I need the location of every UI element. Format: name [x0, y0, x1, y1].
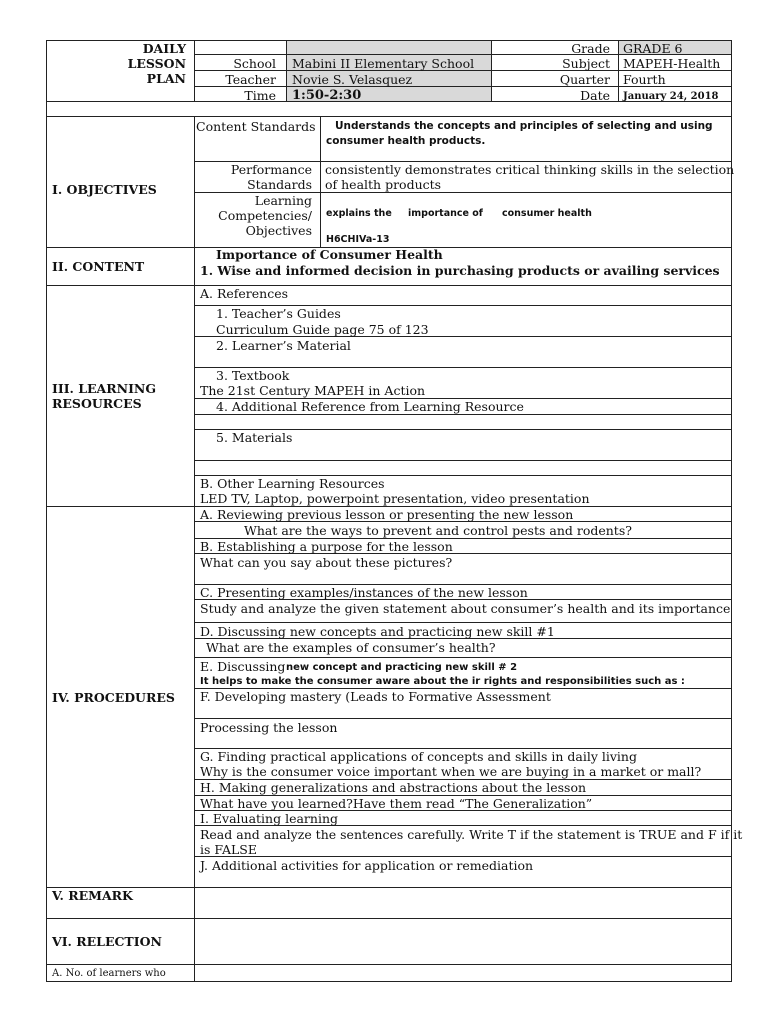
procedure-d-value: What are the examples of consumer’s health? — [206, 640, 496, 655]
rule — [46, 918, 731, 919]
school-value: Mabini II Elementary School — [292, 56, 475, 71]
procedure-c-value: Study and analyze the given statement about consumer’s health and its importance — [200, 601, 731, 616]
learning-label: Objectives — [245, 223, 312, 238]
time-label: Time — [244, 88, 276, 103]
other-resources-value: LED TV, Laptop, powerpoint presentation, video presentation — [200, 491, 590, 506]
date-value: January 24, 2018 — [623, 91, 719, 102]
procedure-i-label: I. Evaluating learning — [200, 811, 338, 826]
rule — [194, 622, 731, 623]
textbook-label: 3. Textbook — [216, 368, 290, 383]
additional-reference: 4. Additional Reference from Learning Resource — [216, 399, 524, 414]
learners-material: 2. Learner’s Material — [216, 338, 351, 353]
rule — [194, 856, 731, 857]
performance-text: consistently demonstrates critical thinking skills in the selection — [325, 162, 735, 177]
plan-title-line: LESSON — [127, 56, 186, 71]
performance-text: of health products — [325, 177, 442, 192]
rule — [46, 116, 731, 117]
procedures-heading: IV. PROCEDURES — [52, 690, 175, 705]
resources-heading: III. LEARNING — [52, 381, 157, 396]
rule — [491, 40, 492, 101]
procedure-d-label: D. Discussing new concepts and practicing new skill #1 — [200, 624, 555, 639]
procedure-b-label: B. Establishing a purpose for the lesson — [200, 539, 453, 554]
rule — [194, 116, 195, 982]
procedure-c-label: C. Presenting examples/instances of the new lesson — [200, 585, 528, 600]
performance-label: Standards — [247, 177, 312, 192]
curriculum-guide: Curriculum Guide page 75 of 123 — [216, 322, 429, 337]
resources-heading: RESOURCES — [52, 396, 142, 411]
remark-heading: V. REMARK — [52, 888, 133, 903]
rule — [286, 40, 287, 101]
grade-label: Grade — [571, 41, 610, 56]
teacher-value: Novie S. Velasquez — [292, 72, 413, 87]
procedure-g-label: G. Finding practical applications of concepts and skills in daily living — [200, 749, 637, 764]
textbook-title: The 21st Century MAPEH in Action — [200, 383, 426, 398]
reflection-heading: VI. RELECTION — [52, 934, 162, 949]
content-standards-text: Understands the concepts and principles of selecting and using — [335, 120, 713, 132]
procedure-j-label: J. Additional activities for application or remediation — [200, 858, 534, 873]
rule — [46, 40, 47, 982]
school-label: School — [233, 56, 276, 71]
references-label: A. References — [200, 286, 289, 301]
procedure-h-label: H. Making generalizations and abstractions about the lesson — [200, 780, 587, 795]
teachers-guides: 1. Teacher’s Guides — [216, 306, 341, 321]
learning-text: consumer health — [502, 208, 592, 219]
learning-label: Competencies/ — [218, 208, 312, 223]
plan-title-line: DAILY — [142, 41, 186, 56]
time-value: 1:50-2:30 — [292, 88, 362, 103]
learning-text: explains the — [326, 208, 392, 219]
plan-title-line: PLAN — [146, 71, 186, 86]
procedure-i-value: Read and analyze the sentences carefully. Write T if the statement is TRUE and F if it — [200, 827, 743, 842]
rule — [194, 718, 731, 719]
performance-label: Performance — [230, 162, 312, 177]
rule — [46, 887, 731, 888]
learning-text: importance of — [408, 208, 483, 219]
procedure-i-value: is FALSE — [200, 842, 257, 857]
rule — [618, 40, 619, 101]
procedure-e-label: E. Discussing — [200, 659, 286, 674]
content-objective: 1. Wise and informed decision in purchasing products or availing services — [200, 263, 720, 278]
subject-label: Subject — [562, 56, 610, 71]
learning-code: H6CHIVa-13 — [326, 234, 390, 245]
content-title: Importance of Consumer Health — [216, 247, 443, 262]
rule — [320, 116, 321, 247]
learners-row-label: A. No. of learners who — [52, 968, 166, 979]
content-standards-text: consumer health products. — [326, 135, 486, 147]
subject-value: MAPEH-Health — [623, 56, 721, 71]
rule — [46, 964, 731, 965]
rule — [46, 981, 731, 982]
materials-label: 5. Materials — [216, 430, 293, 445]
grade-value: GRADE 6 — [623, 41, 683, 56]
procedure-g-value: Why is the consumer voice important when we are buying in a market or mall? — [200, 764, 702, 779]
teacher-label: Teacher — [225, 72, 276, 87]
procedure-f-label: F. Developing mastery (Leads to Formative Assessment — [200, 689, 551, 704]
procedure-e-label: new concept and practicing new skill # 2 — [286, 662, 518, 673]
quarter-label: Quarter — [559, 72, 610, 87]
rule — [194, 460, 731, 461]
procedure-f-value: Processing the lesson — [200, 720, 338, 735]
rule — [46, 285, 731, 286]
content-standards-label: Content Standards — [196, 119, 316, 134]
rule — [194, 657, 731, 658]
date-label: Date — [580, 88, 610, 103]
objectives-heading: I. OBJECTIVES — [52, 182, 157, 197]
procedure-e-value: It helps to make the consumer aware about the ir rights and responsibilities such as : — [200, 676, 685, 687]
learning-label: Learning — [254, 193, 312, 208]
rule — [194, 40, 195, 101]
quarter-value: Fourth — [623, 72, 666, 87]
rule — [194, 414, 731, 415]
procedure-a-value: What are the ways to prevent and control pests and rodents? — [244, 523, 632, 538]
procedure-b-value: What can you say about these pictures? — [200, 555, 453, 570]
procedure-a-label: A. Reviewing previous lesson or presenting the new lesson — [200, 507, 574, 522]
other-resources-label: B. Other Learning Resources — [200, 476, 385, 491]
procedure-h-value: What have you learned?Have them read “The Generalization” — [200, 796, 593, 811]
content-heading: II. CONTENT — [52, 259, 145, 274]
